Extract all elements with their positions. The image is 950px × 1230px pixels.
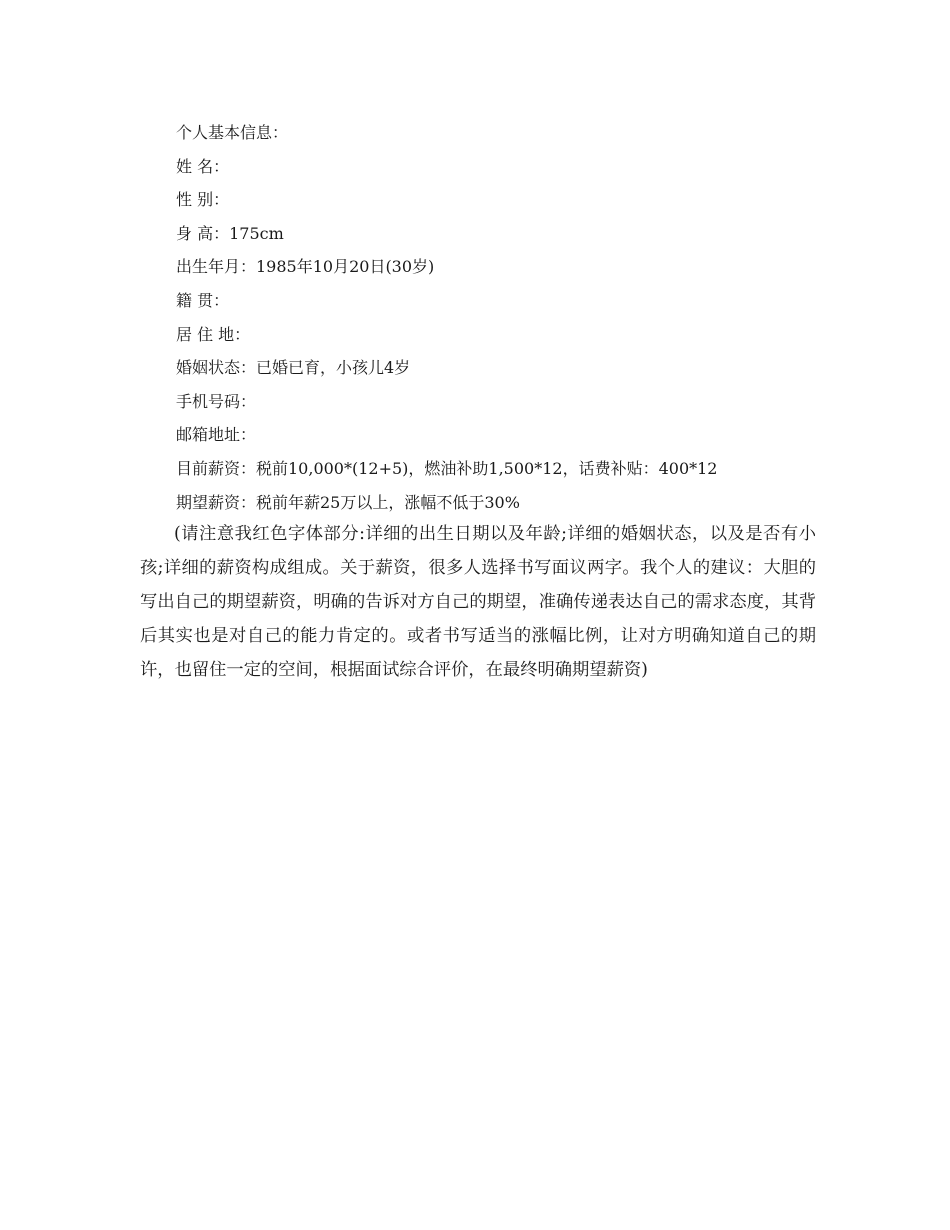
salary-advice-paragraph: (请注意我红色字体部分:详细的出生日期以及年龄;详细的婚姻状态，以及是否有小孩;详细的薪资构成组成。关于薪资，很多人选择书写面议两字。我个人的建议：大胆的写出自己的期望薪资，明确的告诉对方自己的期望，准确传递表达自己的需求态度，其背后其实也是对自己的能力肯定的。或者书写适当的涨幅比例，让对方明确知道自己的期许，也留住一定的空间，根据面试综合评价，在最终明确期望薪资): [140, 524, 816, 680]
info-name: 姓 名：: [176, 156, 230, 176]
info-marital-status: 婚姻状态：已婚已育，小孩儿4岁: [176, 358, 411, 378]
personal-info-list: [176, 116, 717, 519]
info-residence: 居 住 地：: [176, 324, 251, 344]
info-current-salary: 目前薪资：税前10,000*(12+5)，燃油补助1,500*12，话费补贴：400*12: [176, 458, 718, 478]
info-phone: 手机号码：: [176, 391, 257, 411]
info-birthdate: 出生年月：1985年10月20日(30岁): [176, 257, 435, 277]
info-expected-salary: 期望薪资：税前年薪25万以上，涨幅不低于30%: [176, 492, 520, 512]
info-heading: 个人基本信息：: [176, 123, 289, 142]
info-gender: 性 别：: [176, 190, 230, 210]
info-native-place: 籍 贯：: [176, 290, 230, 310]
info-height: 身 高：175cm: [176, 223, 284, 243]
info-email: 邮箱地址：: [176, 425, 257, 445]
